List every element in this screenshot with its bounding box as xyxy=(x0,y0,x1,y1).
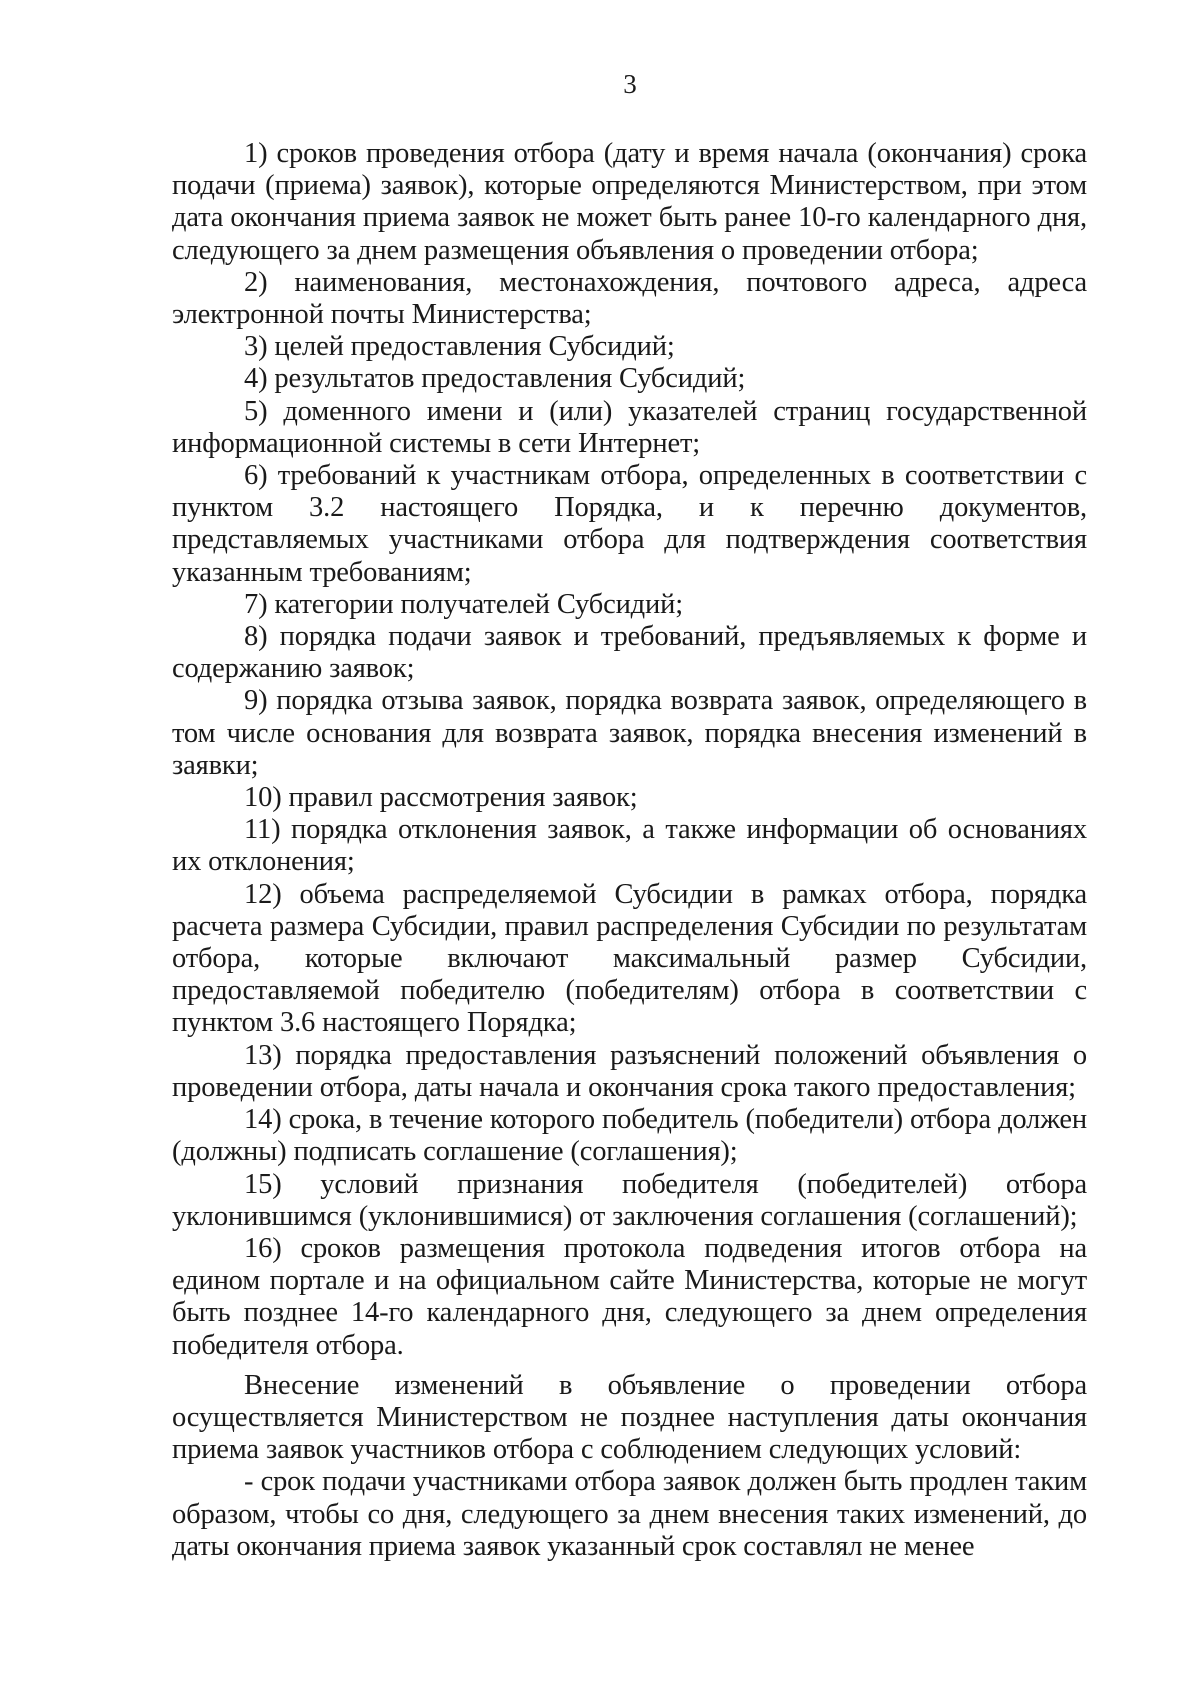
list-item: 15) условий признания победителя (победителей) отбора уклонившимся (уклонившимися) от заключения соглашения (соглашений); xyxy=(172,1168,1087,1232)
body-paragraph: Внесение изменений в объявление о проведении отбора осуществляется Министерством не позднее наступления даты окончания приема заявок участников отбора с соблюдением следующих условий: xyxy=(172,1369,1087,1466)
list-item: 10) правил рассмотрения заявок; xyxy=(244,782,638,814)
bullet-paragraph: - срок подачи участниками отбора заявок должен быть продлен таким образом, чтобы со дня, следующего за днем внесения таких изменений, до даты окончания приема заявок указанный срок составлял не менее xyxy=(172,1466,1087,1562)
list-item: 4) результатов предоставления Субсидий; xyxy=(244,363,746,395)
list-item: 2) наименования, местонахождения, почтового адреса, адреса электронной почты Министерства; xyxy=(172,266,1087,331)
list-item: 14) срока, в течение которого победитель (победители) отбора должен (должны) подписать соглашение (соглашения); xyxy=(172,1104,1087,1168)
page-number: 3 xyxy=(623,69,637,99)
list-item: 8) порядка подачи заявок и требований, предъявляемых к форме и содержанию заявок; xyxy=(172,621,1087,685)
list-item: 13) порядка предоставления разъяснений положений объявления о проведении отбора, даты начала и окончания срока такого предоставления; xyxy=(172,1039,1087,1103)
list-item: 7) категории получателей Субсидий; xyxy=(244,588,684,620)
list-item: 6) требований к участникам отбора, определенных в соответствии с пунктом 3.2 настоящего Порядка, и к перечню документов, представляемых участниками отбора для подтверждения соответствия указанным требованиям; xyxy=(172,460,1087,588)
list-item: 12) объема распределяемой Субсидии в рамках отбора, порядка расчета размера Субсидии, правил распределения Субсидии по результатам отбора, которые включают максимальный размер Субсидии, предоставляемой победителю (победителям) отбора в соответствии с пунктом 3.6 настоящего Порядка; xyxy=(172,878,1087,1039)
list-item: 5) доменного имени и (или) указателей страниц государственной информационной системы в сети Интернет; xyxy=(172,395,1087,459)
list-item: 16) сроков размещения протокола подведения итогов отбора на едином портале и на официальном сайте Министерства, которые не могут быть позднее 14-го календарного дня, следующего за днем определения победителя отбора. xyxy=(172,1232,1087,1361)
list-item: 1) сроков проведения отбора (дату и время начала (окончания) срока подачи (приема) заявок), которые определяются Министерством, при этом дата окончания приема заявок не может быть ранее 10-го календарного дня, следующего за днем размещения объявления о проведении отбора; xyxy=(172,138,1087,266)
document-body xyxy=(172,138,1087,1563)
list-item: 11) порядка отклонения заявок, а также информации об основаниях их отклонения; xyxy=(172,814,1087,878)
list-item: 9) порядка отзыва заявок, порядка возврата заявок, определяющего в том числе основания для возврата заявок, порядка внесения изменений в заявки; xyxy=(172,685,1087,781)
list-item: 3) целей предоставления Субсидий; xyxy=(244,331,675,363)
